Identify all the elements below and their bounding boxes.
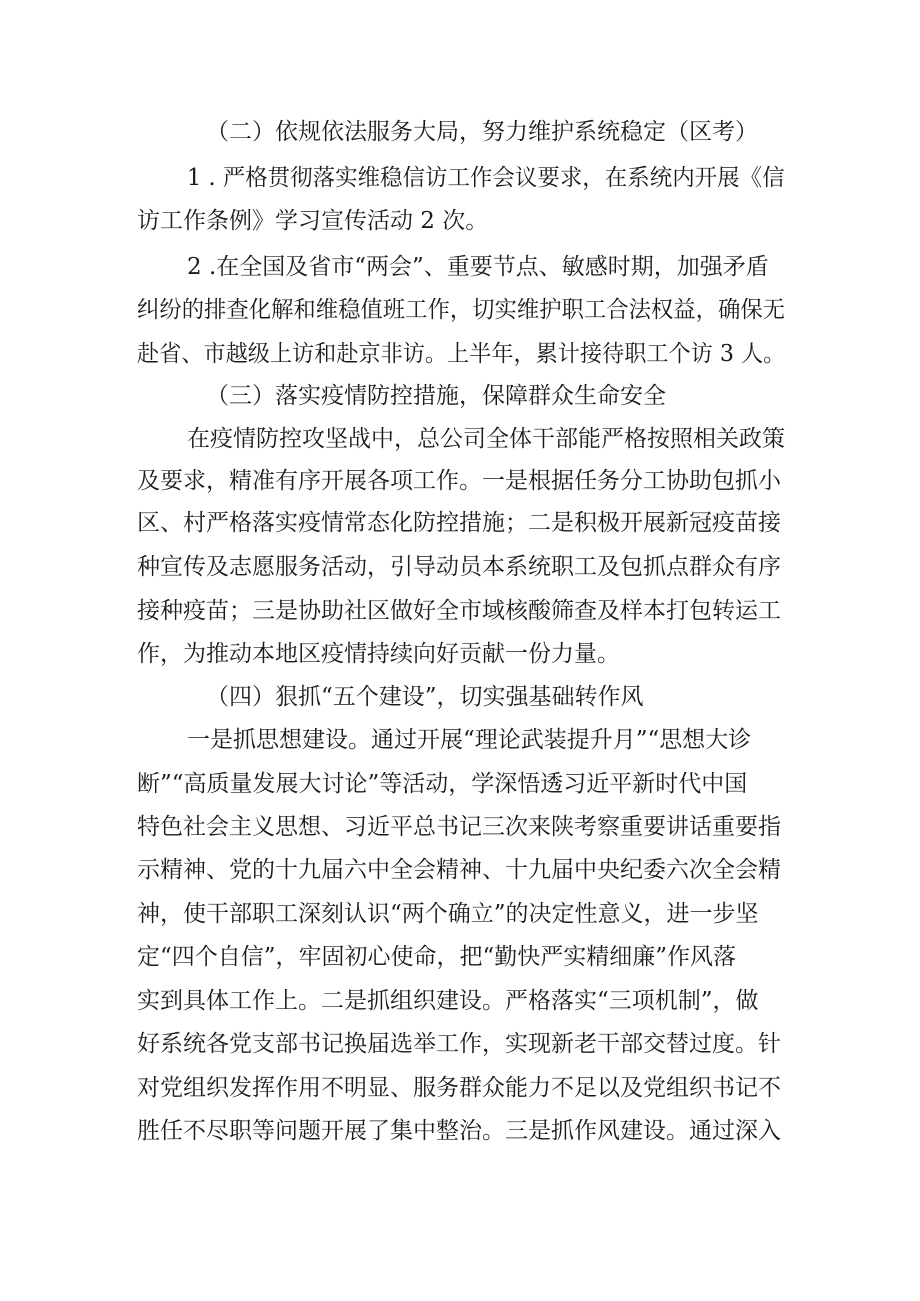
section-3-line-4: 种宣传及志愿服务活动，引导动员本系统职工及包抓点群众有序 [137, 554, 781, 580]
section-4-heading: （四）狠抓“五个建设”，切实强基础转作风 [206, 684, 644, 710]
section-4-line-1: 一是抓思想建设。通过开展“理论武装提升月”“思想大诊 [187, 727, 752, 753]
section-4-line-7: 实到具体工作上。二是抓组织建设。严格落实“三项机制”，做 [137, 988, 759, 1014]
section-3-line-1: 在疫情防控攻坚战中，总公司全体干部能严格按照相关政策 [187, 426, 785, 452]
section-3-heading: （三）落实疫情防控措施，保障群众生命安全 [206, 383, 666, 409]
section-4-line-2: 断”“高质量发展大讨论”等活动，学深悟透习近平新时代中国 [137, 771, 748, 797]
item-2-line-3: 赴省、市越级上访和赴京非访。上半年，累计接待职工个访 3 人。 [137, 341, 786, 367]
section-4-line-9: 对党组织发挥作用不明显、服务群众能力不足以及党组织书记不 [137, 1075, 781, 1101]
section-2-heading: （二）依规依法服务大局，努力维护系统稳定（区考） [206, 119, 758, 145]
section-4-line-5: 神，使干部职工深刻认识“两个确立”的决定性意义，进一步坚 [137, 901, 759, 927]
item-2-line-1: 2 .在全国及省市“两会”、重要节点、敏感时期，加强矛盾 [187, 254, 769, 280]
section-4-line-4: 示精神、党的十九届六中全会精神、十九届中央纪委六次全会精 [137, 857, 781, 883]
section-3-line-3: 区、村严格落实疫情常态化防控措施；二是积极开展新冠疫苗接 [137, 510, 781, 536]
section-4-line-8: 好系统各党支部书记换届选举工作，实现新老干部交替过度。针 [137, 1031, 781, 1057]
section-3-line-2: 及要求，精准有序开展各项工作。一是根据任务分工协助包抓小 [137, 468, 781, 494]
section-4-line-3: 特色社会主义思想、习近平总书记三次来陕考察重要讲话重要指 [137, 814, 781, 840]
section-3-line-5: 接种疫苗；三是协助社区做好全市域核酸筛查及样本打包转运工 [137, 598, 781, 624]
item-1-line-1: 1 . 严格贯彻落实维稳信访工作会议要求，在系统内开展《信 [187, 165, 785, 191]
section-3-line-6: 作，为推动本地区疫情持续向好贡献一份力量。 [137, 641, 620, 667]
item-2-line-2: 纠纷的排查化解和维稳值班工作，切实维护职工合法权益，确保无 [137, 297, 785, 323]
section-4-line-6: 定“四个自信”，牢固初心使命，把“勤快严实精细廉”作风落 [137, 944, 737, 970]
section-4-line-10: 胜任不尽职等问题开展了集中整治。三是抓作风建设。通过深入 [137, 1118, 781, 1144]
item-1-line-2: 访工作条例》学习宣传活动 2 次。 [137, 208, 489, 234]
